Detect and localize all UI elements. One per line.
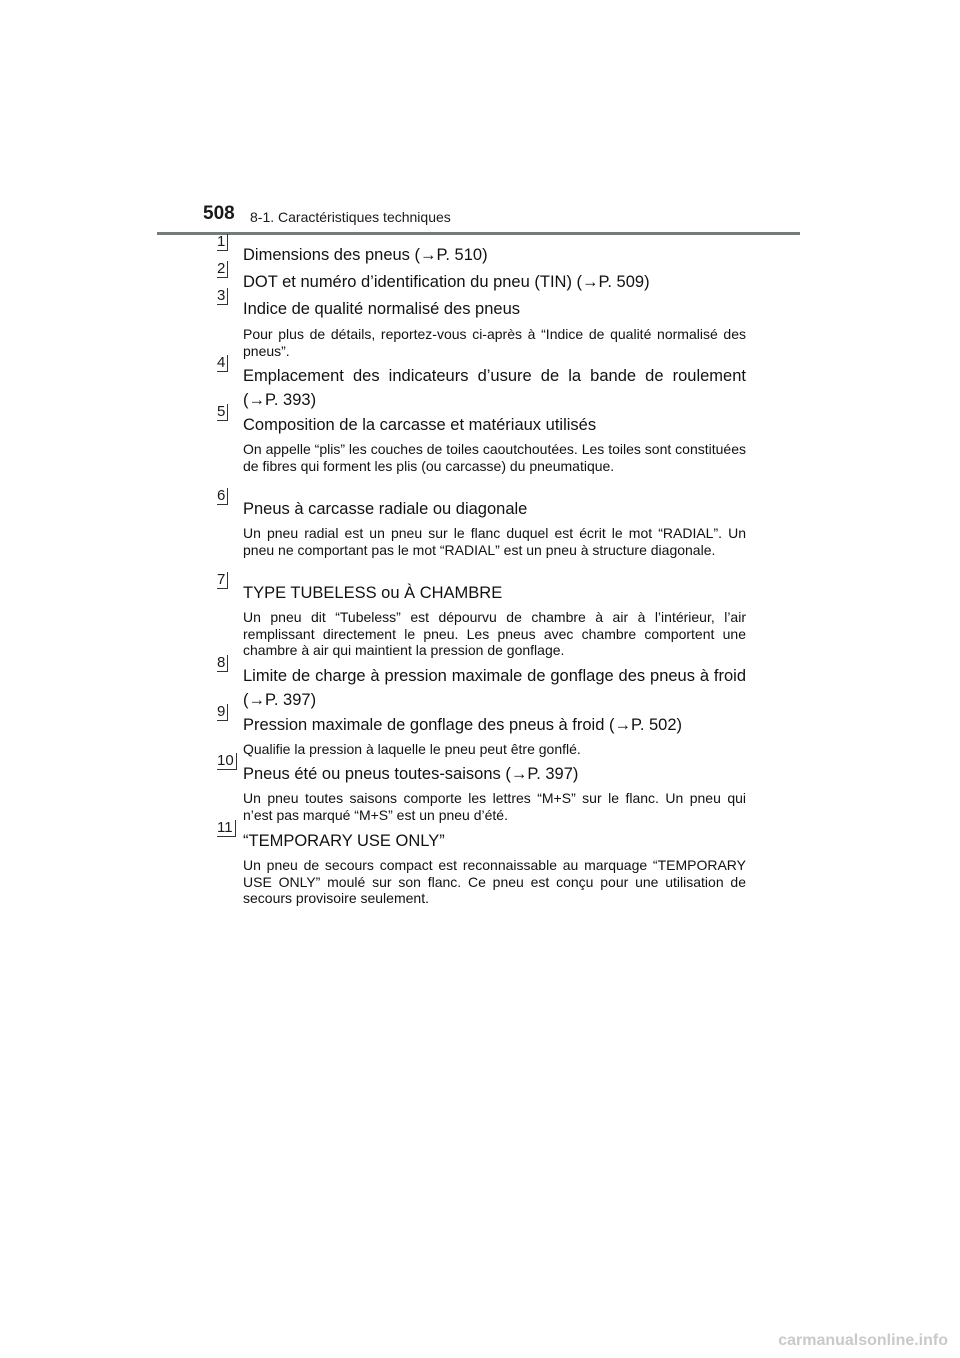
item-number: 6: [217, 488, 228, 505]
item-number: 5: [217, 404, 228, 421]
section-title: 8-1. Caractéristiques techniques: [250, 209, 451, 225]
item-title: “TEMPORARY USE ONLY”: [243, 832, 445, 850]
item-number: 11: [217, 820, 236, 837]
item-title: DOT et numéro d’identification du pneu (TIN) (→P. 509): [243, 273, 650, 291]
item-number: 7: [217, 572, 228, 589]
item-description: Un pneu radial est un pneu sur le flanc duquel est écrit le mot “RADIAL”. Un pneu ne comportant pas le mot “RADIAL” est un pneu à structure diagonale.: [243, 525, 746, 558]
item-number: 2: [217, 261, 228, 278]
item-number: 3: [217, 288, 228, 305]
item-title: Indice de qualité normalisé des pneus: [243, 300, 521, 318]
watermark-logo: carmanualsonline.info: [778, 1332, 948, 1349]
item-title: Emplacement des indicateurs d’usure de la bande de roulement (→P. 393): [243, 367, 746, 409]
item-description: Un pneu de secours compact est reconnaissable au marquage “TEMPORARY USE ONLY” moulé sur son flanc. Ce pneu est conçu pour une utilisation de secours provisoire seulement.: [243, 857, 746, 906]
item-title: Pression maximale de gonflage des pneus à froid (→P. 502): [243, 716, 683, 734]
page-number: 508: [203, 203, 235, 224]
item-title: Composition de la carcasse et matériaux utilisés: [243, 416, 597, 434]
item-number: 4: [217, 355, 228, 372]
item-number: 8: [217, 655, 228, 672]
item-title: Dimensions des pneus (→P. 510): [243, 246, 488, 264]
item-number: 9: [217, 704, 228, 721]
item-title: Pneus été ou pneus toutes-saisons (→P. 397): [243, 765, 579, 783]
item-title: Limite de charge à pression maximale de gonflage des pneus à froid (→P. 397): [243, 667, 746, 709]
item-description: Pour plus de détails, reportez-vous ci-après à “Indice de qualité normalisé des pneus”.: [243, 326, 746, 359]
item-description: Qualifie la pression à laquelle le pneu peut être gonflé.: [243, 741, 581, 757]
item-description: On appelle “plis” les couches de toiles caoutchoutées. Les toiles sont constituées de fibres qui forment les plis (ou carcasse) du pneumatique.: [243, 441, 746, 474]
item-title: TYPE TUBELESS ou À CHAMBRE: [243, 584, 503, 602]
item-title: Pneus à carcasse radiale ou diagonale: [243, 500, 528, 518]
item-number: 10: [217, 753, 237, 770]
item-description: Un pneu dit “Tubeless” est dépourvu de chambre à air à l’intérieur, l’air remplissant directement le pneu. Les pneus avec chambre comportent une chambre à air qui maintient la pression de gonflage.: [243, 609, 746, 658]
item-description: Un pneu toutes saisons comporte les lettres “M+S” sur le flanc. Un pneu qui n’est pas marqué “M+S” est un pneu d’été.: [243, 790, 746, 823]
item-number: 1: [217, 234, 228, 251]
